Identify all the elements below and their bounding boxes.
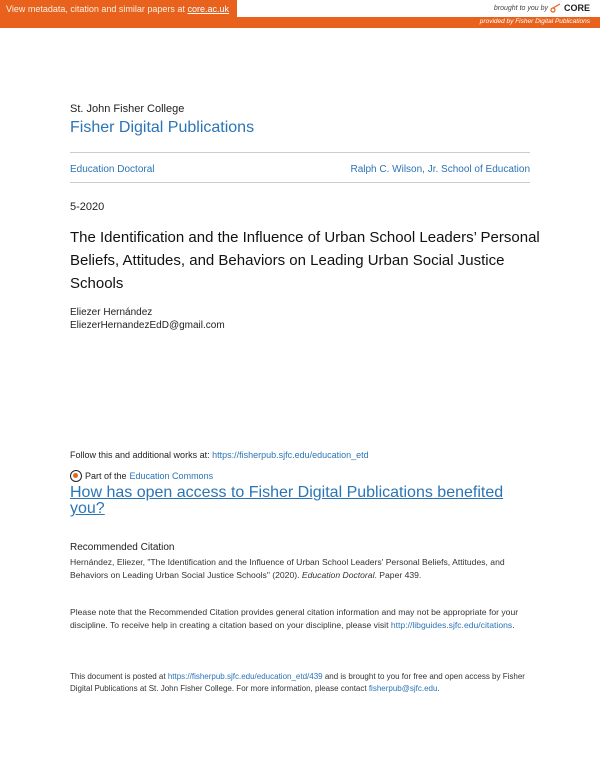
posting-info: This document is posted at https://fisherpub.sjfc.edu/education_etd/439 and is brought to you for free and open access by Fisher Digital Publications at St. John Fisher College. For more information, please contact fisherpub@sjfc.edu.	[70, 672, 525, 693]
open-access-link[interactable]: How has open access to Fisher Digital Publications benefited you?	[70, 484, 504, 517]
document-title: The Identification and the Influence of Urban School Leaders’ Personal Beliefs, Attitudes, and Behaviors on Leading Urban Social Justice Schools	[70, 229, 540, 292]
author-email: EliezerHernandezEdD@gmail.com	[70, 320, 225, 331]
brought-to-you: brought to you by CORE	[493, 3, 590, 13]
core-metadata-link[interactable]	[0, 0, 237, 17]
core-metadata-link-text[interactable]: View metadata, citation and similar papers at core.ac.uk	[6, 3, 229, 14]
dept-link-right[interactable]: Ralph C. Wilson, Jr. School of Education	[350, 164, 530, 175]
provided-by: provided by Fisher Digital Publications	[479, 18, 590, 25]
divider-bottom	[70, 182, 530, 183]
commons-icon	[70, 470, 82, 482]
citation-body: Hernández, Eliezer, "The Identification and the Influence of Urban School Leaders' Personal Beliefs, Attitudes, and Behaviors on Leading Urban Social Justice Schools" (2020). Education Doctoral. Paper 439.	[70, 557, 505, 580]
document-url-link[interactable]: https://fisherpub.sjfc.edu/education_etd/439	[167, 672, 323, 681]
core-logo-text[interactable]: CORE	[563, 3, 590, 13]
college-name: St. John Fisher College	[70, 103, 185, 115]
dept-link-left[interactable]: Education Doctoral	[70, 164, 155, 175]
citation-heading: Recommended Citation	[70, 542, 175, 553]
libguides-link[interactable]: http://libguides.sjfc.edu/citations	[390, 620, 513, 630]
part-of-line: Part of the Education Commons	[70, 470, 213, 482]
follow-line: Follow this and additional works at: https://fisherpub.sjfc.edu/education_etd	[70, 450, 369, 460]
author-name: Eliezer Hernández	[70, 307, 153, 318]
divider-top	[70, 152, 530, 153]
core-logo-icon	[550, 3, 562, 13]
citation-note: Please note that the Recommended Citation provides general citation information and may not be appropriate for your discipline. To receive help in creating a citation based on your discipline, please visit http://libguides.sjfc.edu/citations.	[70, 607, 519, 630]
follow-link[interactable]: https://fisherpub.sjfc.edu/education_etd	[212, 450, 369, 460]
contact-email-link[interactable]: fisherpub@sjfc.edu	[368, 684, 438, 693]
commons-link[interactable]: Education Commons	[129, 471, 214, 481]
publication-date: 5-2020	[70, 201, 105, 213]
core-banner	[0, 0, 600, 28]
publications-title[interactable]: Fisher Digital Publications	[70, 119, 255, 136]
